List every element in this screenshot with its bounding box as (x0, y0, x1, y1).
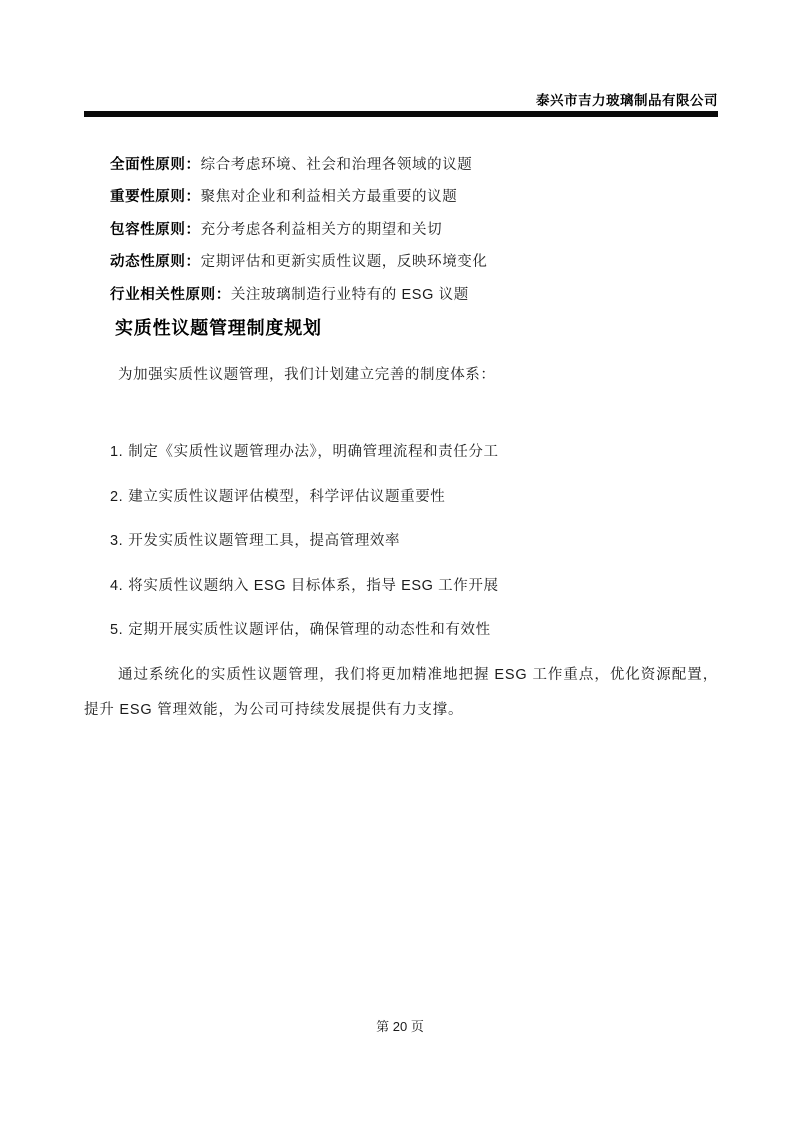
section-title: 实质性议题管理制度规划 (115, 318, 322, 338)
item-number: 4. (110, 577, 124, 594)
principle-inclusiveness (110, 220, 718, 240)
principle-dynamism (110, 252, 718, 272)
plan-item-list (84, 442, 718, 640)
principle-comprehensiveness (110, 155, 718, 175)
principle-label: 全面性原则： (110, 156, 201, 173)
principle-text: 综合考虑环境、社会和治理各领域的议题 (200, 156, 473, 173)
principle-label: 动态性原则： (110, 254, 201, 270)
principle-label: 包容性原则： (110, 221, 201, 238)
principle-text: 聚焦对企业和利益相关方最重要的议题 (200, 189, 458, 205)
item-text: 将实质性议题纳入 ESG 目标体系，指导 ESG 工作开展 (128, 577, 499, 594)
closing-paragraph: 通过系统化的实质性议题管理，我们将更加精准地把握 ESG 工作重点，优化资源配置，提升 ESG 管理效能，为公司可持续发展提供有力支撑。 (84, 667, 718, 718)
item-number: 3. (110, 533, 124, 549)
item-number: 2. (110, 488, 124, 505)
principle-label: 重要性原则： (110, 189, 201, 205)
page-number: 第 20 页 (376, 1019, 424, 1034)
principle-text: 充分考虑各利益相关方的期望和关切 (200, 221, 443, 238)
principle-label: 行业相关性原则： (110, 286, 231, 303)
principle-materiality (110, 187, 718, 207)
item-text: 开发实质性议题管理工具，提高管理效率 (128, 533, 401, 549)
item-text: 建立实质性议题评估模型，科学评估议题重要性 (128, 488, 446, 505)
item-number: 1. (110, 444, 124, 460)
page-content (84, 0, 718, 728)
page-header (84, 0, 718, 117)
list-item (110, 531, 718, 551)
intro-paragraph: 为加强实质性议题管理，我们计划建立完善的制度体系： (118, 367, 496, 383)
item-text: 制定《实质性议题管理办法》，明确管理流程和责任分工 (128, 444, 499, 460)
principle-text: 关注玻璃制造行业特有的 ESG 议题 (230, 286, 469, 303)
list-item (110, 487, 718, 507)
item-number: 5. (110, 622, 124, 638)
header-divider-line (84, 111, 718, 117)
list-item (110, 576, 718, 596)
item-text: 定期开展实质性议题评估，确保管理的动态性和有效性 (128, 622, 491, 638)
principles-list (84, 155, 718, 305)
principle-industry-relevance (110, 285, 718, 305)
list-item (110, 620, 718, 640)
principle-text: 定期评估和更新实质性议题，反映环境变化 (200, 254, 488, 270)
company-name: 泰兴市吉力玻璃制品有限公司 (536, 93, 718, 108)
list-item (110, 442, 718, 462)
